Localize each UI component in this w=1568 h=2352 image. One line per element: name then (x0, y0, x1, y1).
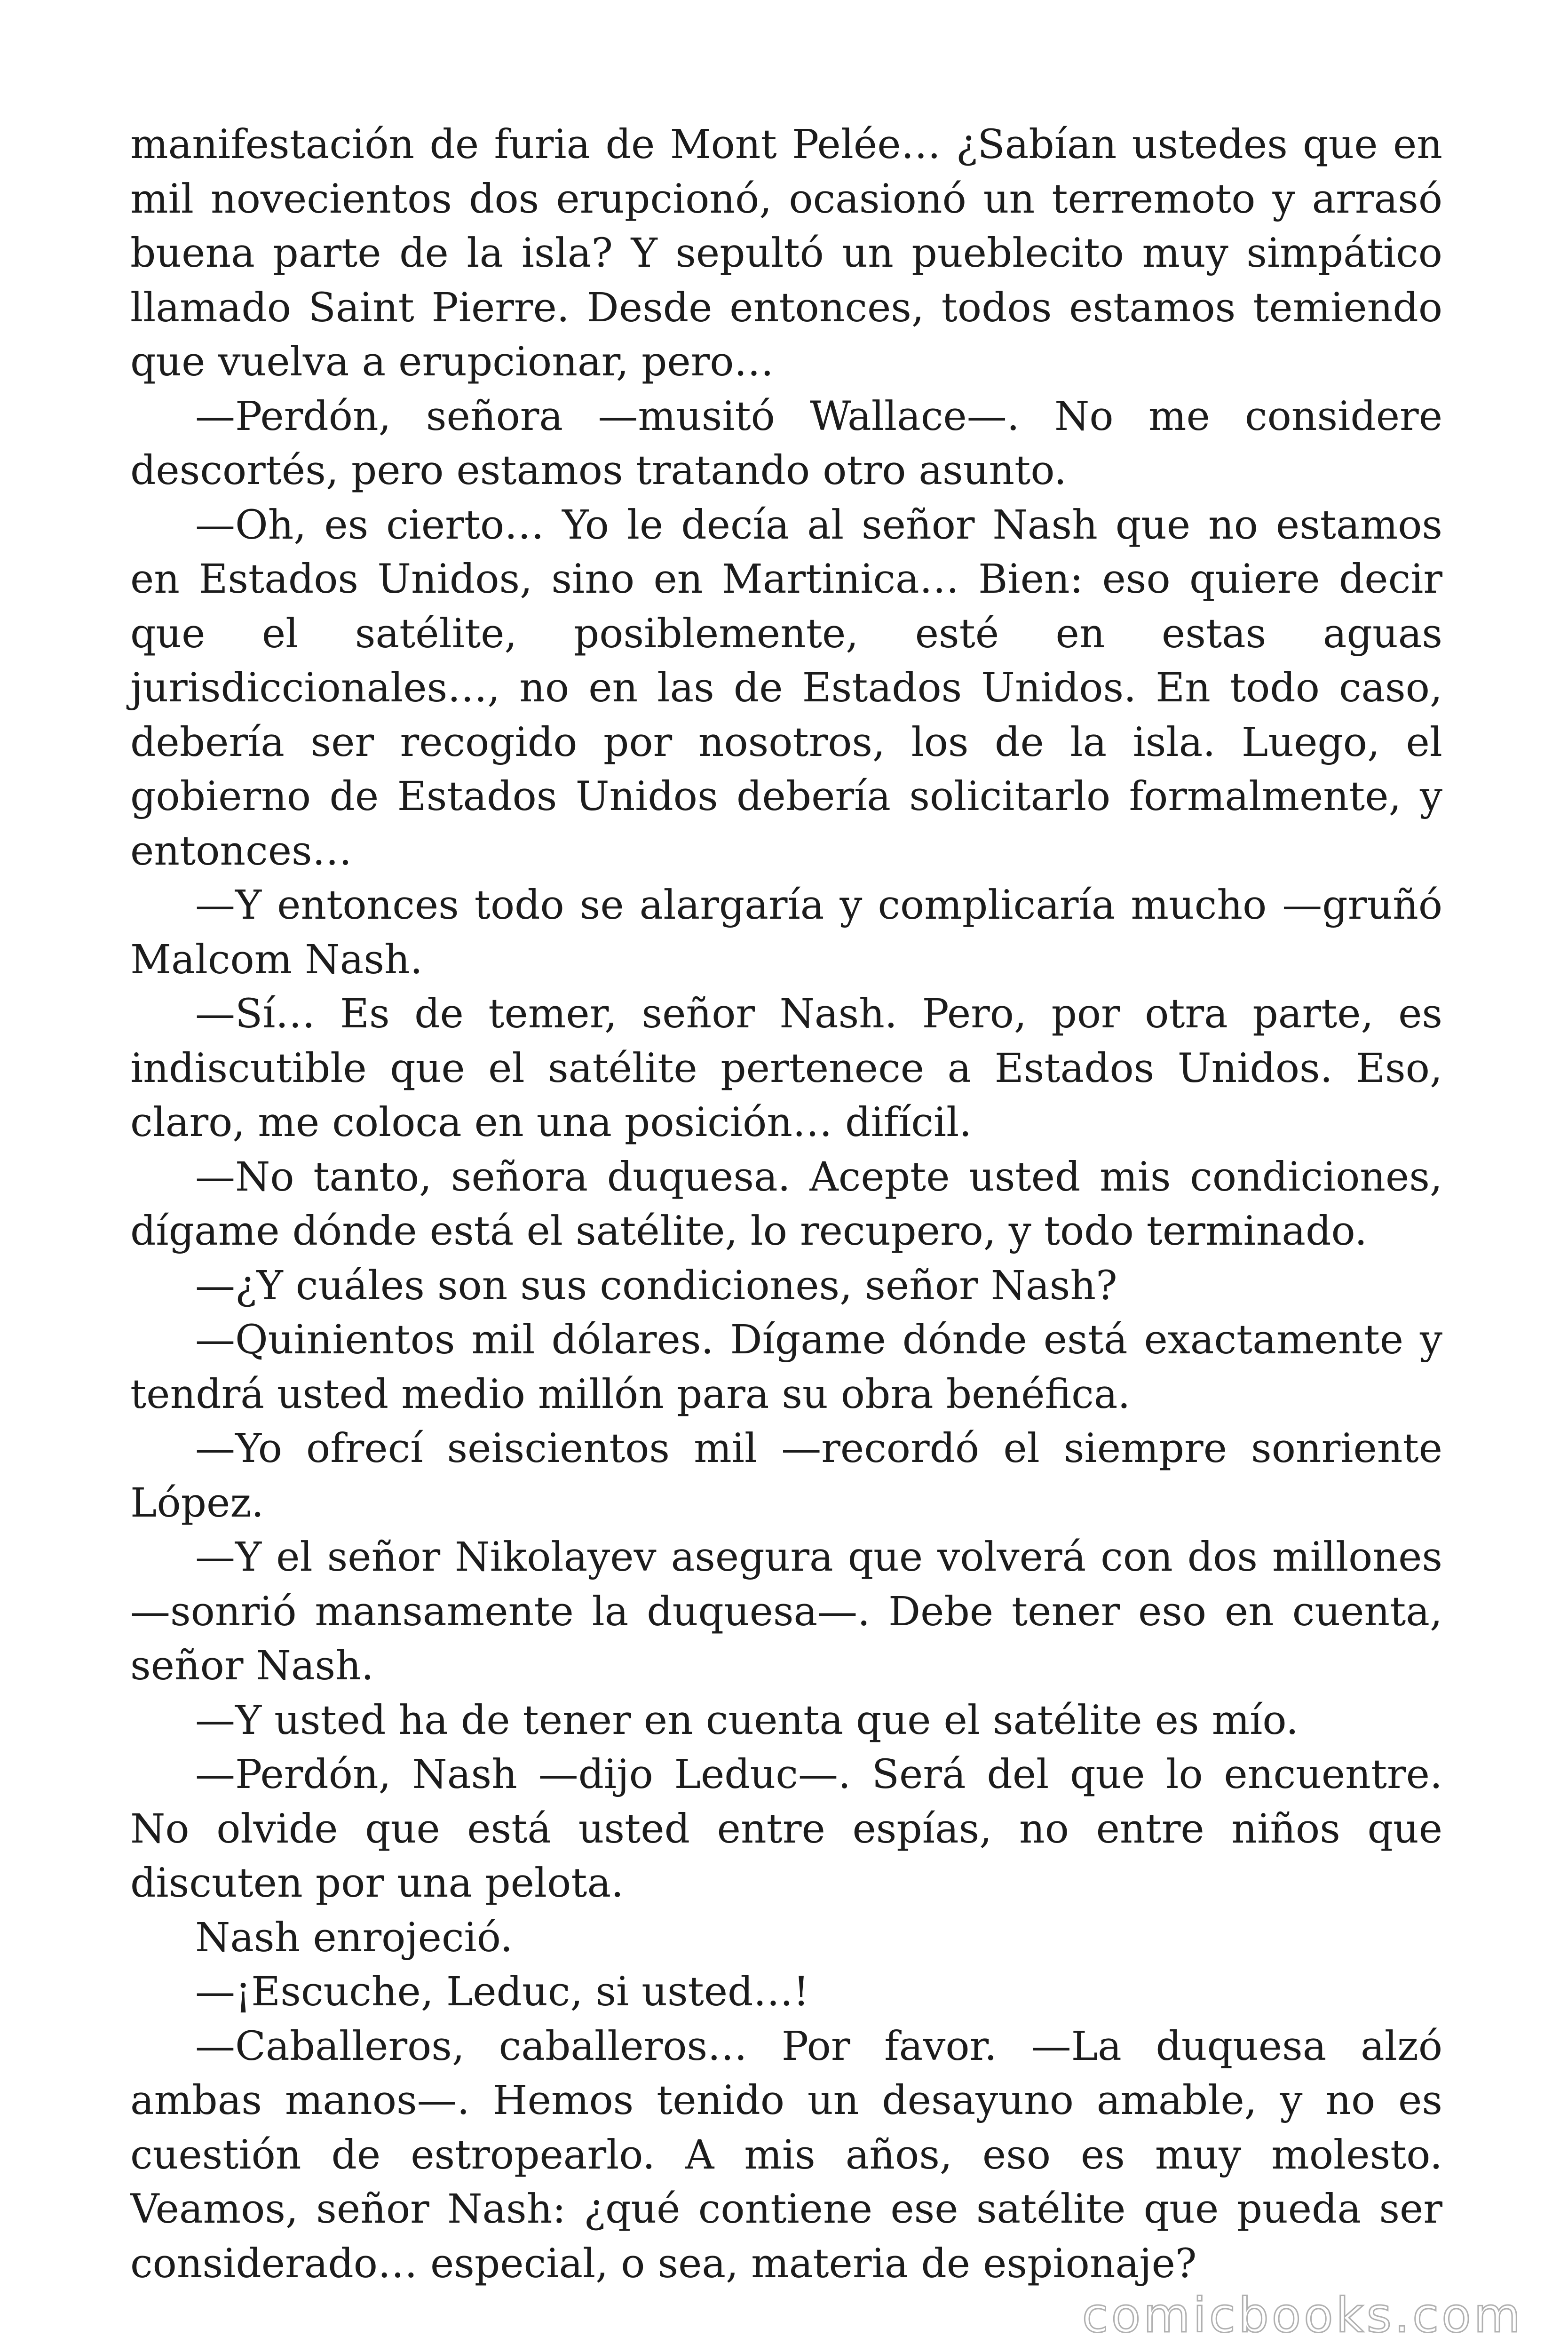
page-text (130, 118, 1442, 2291)
paragraph-15: —Caballeros, caballeros… Por favor. —La duquesa alzó ambas manos—. Hemos tenido un desayuno amable, y no es cuestión de estropearlo. A mis años, eso es muy molesto. Veamos, señor Nash: ¿qué contiene ese satélite que pueda ser considerado… especial, o sea, materia de espionaje? (130, 2023, 1442, 2287)
paragraph-7: —¿Y cuáles son sus condiciones, señor Nash? (195, 1262, 1117, 1309)
paragraph-2: —Perdón, señora —musitó Wallace—. No me considere descortés, pero estamos tratando otro asunto. (130, 393, 1442, 494)
paragraph-12: —Perdón, Nash —dijo Leduc—. Será del que lo encuentre. No olvide que está usted entre espías, no entre niños que discuten por una pelota. (130, 1751, 1442, 1907)
paragraph-9: —Yo ofrecí seiscientos mil —recordó el siempre sonriente López. (130, 1425, 1442, 1526)
paragraph-8: —Quinientos mil dólares. Dígame dónde está exactamente y tendrá usted medio millón para su obra benéfica. (130, 1317, 1442, 1418)
paragraph-13: Nash enrojeció. (195, 1914, 513, 1961)
paragraph-11: —Y usted ha de tener en cuenta que el satélite es mío. (195, 1697, 1299, 1744)
paragraph-14: —¡Escuche, Leduc, si usted…! (195, 1969, 809, 2015)
paragraph-6: —No tanto, señora duquesa. Acepte usted mis condiciones, dígame dónde está el satélite, lo recupero, y todo terminado. (130, 1153, 1442, 1255)
paragraph-1: manifestación de furia de Mont Pelée… ¿Sabían ustedes que en mil novecientos dos erupcionó, ocasionó un terremoto y arrasó buena parte de la isla? Y sepultó un pueblecito muy simpático llamado Saint Pierre. Desde entonces, todos estamos temiendo que vuelva a erupcionar, pero… (130, 121, 1442, 385)
paragraph-10: —Y el señor Nikolayev asegura que volverá con dos millones —sonrió mansamente la duquesa—. Debe tener eso en cuenta, señor Nash. (130, 1534, 1442, 1689)
watermark: comicbooks.com (1082, 2288, 1523, 2344)
paragraph-5: —Sí… Es de temer, señor Nash. Pero, por otra parte, es indiscutible que el satélite pertenece a Estados Unidos. Eso, claro, me coloca en una posición… difícil. (130, 991, 1442, 1146)
paragraph-4: —Y entonces todo se alargaría y complicaría mucho —gruñó Malcom Nash. (130, 882, 1442, 983)
paragraph-3: —Oh, es cierto… Yo le decía al señor Nash que no estamos en Estados Unidos, sino en Martinica… Bien: eso quiere decir que el satélite, posiblemente, esté en estas aguas jurisdiccionales…, no en las de Estados Unidos. En todo caso, debería ser recogido por nosotros, los de la isla. Luego, el gobierno de Estados Unidos debería solicitarlo formalmente, y entonces… (130, 501, 1442, 874)
